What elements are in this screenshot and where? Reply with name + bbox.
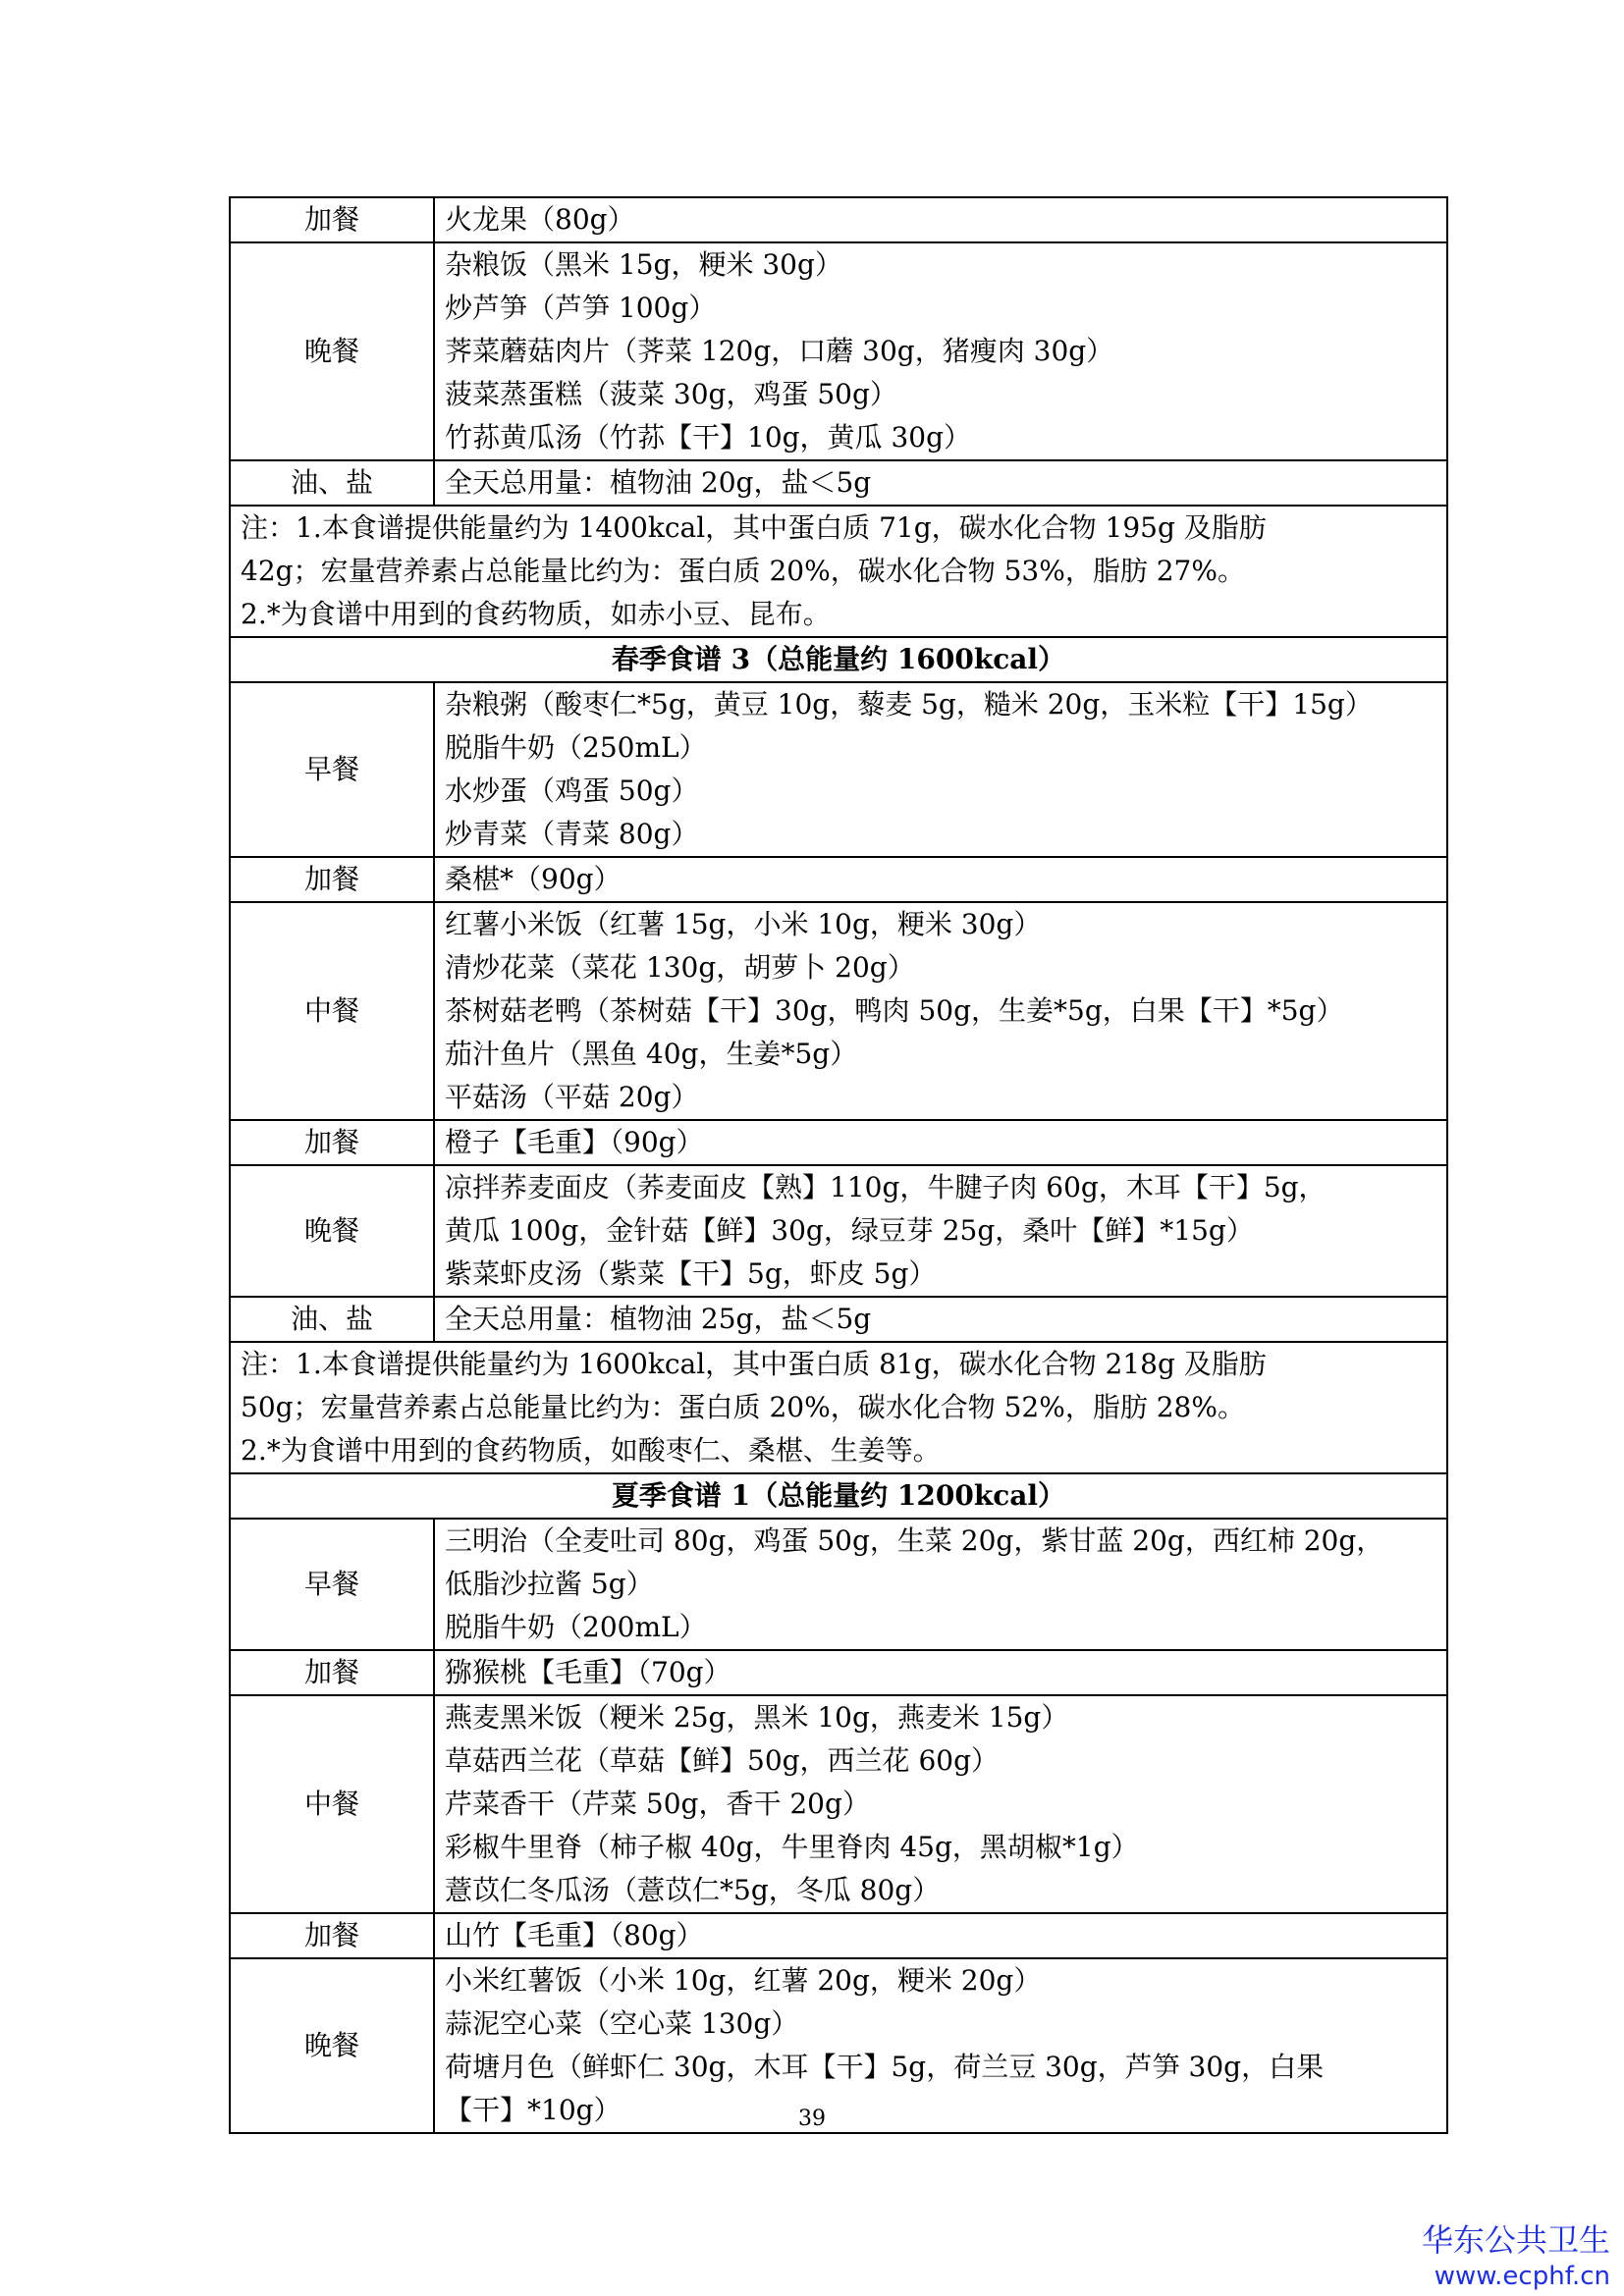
meal-row — [230, 1913, 1447, 1958]
dish-item: 蒜泥空心菜（空心菜 130g） — [445, 2007, 799, 2040]
meal-name: 加餐 — [230, 857, 434, 902]
note-row — [230, 506, 1447, 637]
dish-item: 茶树菇老鸭（茶树菇【干】30g，鸭肉 50g，生姜*5g，白果【干】*5g） — [445, 994, 1344, 1027]
dish-item: 桑椹*（90g） — [445, 863, 622, 895]
dish-item: 紫菜虾皮汤（紫菜【干】5g，虾皮 5g） — [445, 1257, 937, 1290]
note-line: 注：1.本食谱提供能量约为 1400kcal，其中蛋白质 71g，碳水化合物 195g 及脂肪 — [241, 511, 1267, 544]
dish-item: 芹菜香干（芹菜 50g，香干 20g） — [445, 1788, 870, 1820]
dish-item: 红薯小米饭（红薯 15g，小米 10g，粳米 30g） — [445, 908, 1042, 940]
meal-items — [434, 460, 1447, 506]
meal-items — [434, 1913, 1447, 1958]
note-row — [230, 1342, 1447, 1473]
note-line: 2.*为食谱中用到的食药物质，如赤小豆、昆布。 — [241, 598, 831, 630]
meal-row — [230, 1695, 1447, 1913]
meal-items — [434, 1695, 1447, 1913]
meal-row — [230, 242, 1447, 460]
meal-items — [434, 242, 1447, 460]
meal-name: 中餐 — [230, 1695, 434, 1913]
dish-item: 炒芦笋（芦笋 100g） — [445, 292, 717, 324]
menu-heading-row — [230, 637, 1447, 682]
menu-heading: 夏季食谱 1（总能量约 1200kcal） — [230, 1473, 1447, 1519]
meal-name: 晚餐 — [230, 1165, 434, 1297]
note-line: 42g；宏量营养素占总能量比约为：蛋白质 20%，碳水化合物 53%，脂肪 27%。 — [241, 555, 1245, 587]
dish-item: 彩椒牛里脊（柿子椒 40g，牛里脊肉 45g，黑胡椒*1g） — [445, 1831, 1139, 1863]
meal-plan-table — [229, 196, 1448, 2134]
meal-items — [434, 1120, 1447, 1165]
meal-row — [230, 1519, 1447, 1650]
dish-item: 脱脂牛奶（250mL） — [445, 731, 707, 764]
note-cell — [230, 506, 1447, 637]
meal-row — [230, 1297, 1447, 1342]
meal-items — [434, 1650, 1447, 1695]
meal-name: 晚餐 — [230, 242, 434, 460]
dish-item: 猕猴桃【毛重】（70g） — [445, 1656, 731, 1688]
dish-item: 低脂沙拉酱 5g） — [445, 1568, 654, 1600]
meal-name: 加餐 — [230, 197, 434, 242]
watermark — [1422, 2220, 1610, 2293]
meal-name: 加餐 — [230, 1120, 434, 1165]
meal-row — [230, 1650, 1447, 1695]
dish-item: 水炒蛋（鸡蛋 50g） — [445, 774, 699, 807]
meal-row — [230, 1120, 1447, 1165]
note-line: 2.*为食谱中用到的食药物质，如酸枣仁、桑椹、生姜等。 — [241, 1434, 941, 1467]
meal-name: 晚餐 — [230, 1958, 434, 2133]
meal-name: 早餐 — [230, 1519, 434, 1650]
menu-heading-row — [230, 1473, 1447, 1519]
dish-item: 竹荪黄瓜汤（竹荪【干】10g，黄瓜 30g） — [445, 421, 972, 454]
menu-heading: 春季食谱 3（总能量约 1600kcal） — [230, 637, 1447, 682]
meal-plan-table-body — [230, 197, 1447, 2133]
meal-items — [434, 682, 1447, 857]
meal-row — [230, 902, 1447, 1120]
dish-item: 平菇汤（平菇 20g） — [445, 1081, 699, 1113]
meal-name: 加餐 — [230, 1650, 434, 1695]
meal-items — [434, 1519, 1447, 1650]
dish-item: 脱脂牛奶（200mL） — [445, 1611, 707, 1643]
dish-item: 薏苡仁冬瓜汤（薏苡仁*5g，冬瓜 80g） — [445, 1874, 941, 1906]
meal-row — [230, 682, 1447, 857]
dish-item: 三明治（全麦吐司 80g，鸡蛋 50g，生菜 20g，紫甘蓝 20g，西红柿 20g， — [445, 1524, 1384, 1557]
dish-item: 清炒花菜（菜花 130g，胡萝卜 20g） — [445, 951, 915, 984]
note-cell — [230, 1342, 1447, 1473]
meal-row — [230, 197, 1447, 242]
dish-item: 火龙果（80g） — [445, 203, 635, 236]
meal-items — [434, 902, 1447, 1120]
meal-items — [434, 1297, 1447, 1342]
watermark-line1: 华东公共卫生 — [1421, 2221, 1610, 2259]
note-line: 注：1.本食谱提供能量约为 1600kcal，其中蛋白质 81g，碳水化合物 218g 及脂肪 — [241, 1348, 1267, 1380]
dish-item: 杂粮饭（黑米 15g，粳米 30g） — [445, 248, 842, 281]
page-number: 39 — [798, 2107, 826, 2131]
dish-item: 全天总用量：植物油 25g，盐＜5g — [445, 1303, 872, 1335]
dish-item: 燕麦黑米饭（粳米 25g，黑米 10g，燕麦米 15g） — [445, 1701, 1069, 1734]
dish-item: 杂粮粥（酸枣仁*5g，黄豆 10g，藜麦 5g，糙米 20g，玉米粒【干】15g） — [445, 688, 1373, 721]
meal-items — [434, 1165, 1447, 1297]
meal-row — [230, 1165, 1447, 1297]
meal-row — [230, 857, 1447, 902]
meal-name: 加餐 — [230, 1913, 434, 1958]
meal-name: 早餐 — [230, 682, 434, 857]
dish-item: 黄瓜 100g，金针菇【鲜】30g，绿豆芽 25g，桑叶【鲜】*15g） — [445, 1214, 1254, 1247]
meal-name: 中餐 — [230, 902, 434, 1120]
meal-name: 油、盐 — [230, 460, 434, 506]
dish-item: 橙子【毛重】（90g） — [445, 1126, 704, 1158]
meal-name: 油、盐 — [230, 1297, 434, 1342]
watermark-line2: www.ecphf.cn — [1434, 2262, 1610, 2291]
dish-item: 荷塘月色（鲜虾仁 30g，木耳【干】5g，荷兰豆 30g，芦笋 30g，白果 — [445, 2051, 1325, 2083]
dish-item: 小米红薯饭（小米 10g，红薯 20g，粳米 20g） — [445, 1964, 1042, 1997]
meal-items — [434, 197, 1447, 242]
dish-item: 菠菜蒸蛋糕（菠菜 30g，鸡蛋 50g） — [445, 378, 897, 410]
note-line: 50g；宏量营养素占总能量比约为：蛋白质 20%，碳水化合物 52%，脂肪 28%。 — [241, 1391, 1245, 1423]
dish-item: 草菇西兰花（草菇【鲜】50g，西兰花 60g） — [445, 1744, 1000, 1777]
dish-item: 凉拌荞麦面皮（荞麦面皮【熟】110g，牛腱子肉 60g，木耳【干】5g， — [445, 1171, 1326, 1203]
dish-item: 全天总用量：植物油 20g，盐＜5g — [445, 466, 872, 499]
meal-items — [434, 857, 1447, 902]
dish-item: 荠菜蘑菇肉片（荠菜 120g，口蘑 30g，猪瘦肉 30g） — [445, 335, 1114, 367]
dish-item: 炒青菜（青菜 80g） — [445, 818, 699, 850]
dish-item: 【干】*10g） — [445, 2094, 622, 2126]
dish-item: 山竹【毛重】（80g） — [445, 1919, 704, 1951]
dish-item: 茄汁鱼片（黑鱼 40g，生姜*5g） — [445, 1038, 858, 1070]
meal-row — [230, 460, 1447, 506]
